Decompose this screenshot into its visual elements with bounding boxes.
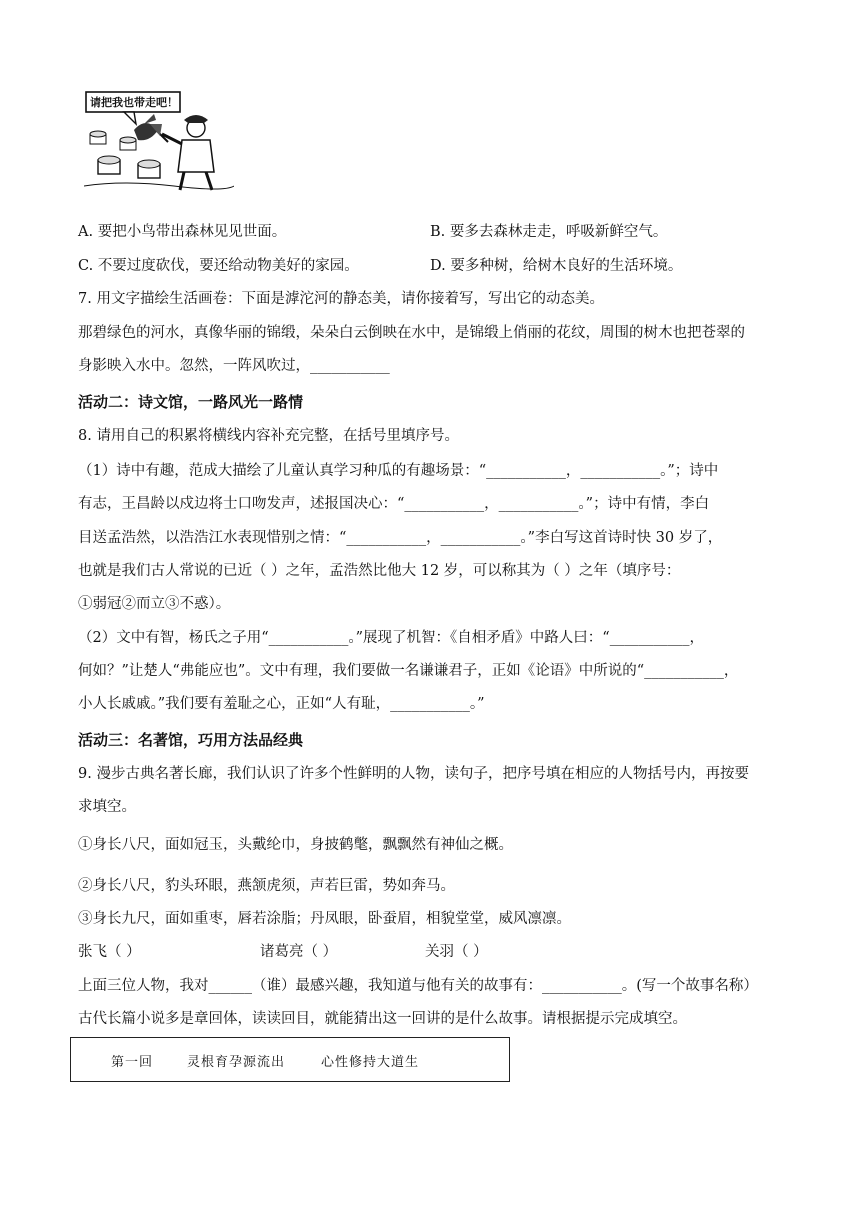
q9-sentence-3: ③身长九尺，面如重枣，唇若涂脂；丹凤眼，卧蚕眉，相貌堂堂，威风凛凛。 bbox=[78, 911, 571, 927]
option-b[interactable]: B. 要多去森林走走，呼吸新鲜空气。 bbox=[430, 224, 668, 240]
blank-zhugeliang[interactable]: 诸葛亮（ ） bbox=[260, 944, 338, 960]
activity2-heading: 活动二：诗文馆，一路风光一路情 bbox=[78, 393, 304, 411]
q8-part2-line2[interactable]: 何如？”让楚人“弗能应也”。文中有理，我们要做一名谦谦君子，正如《论语》中所说的“___________， bbox=[78, 663, 739, 679]
option-c[interactable]: C. 不要过度砍伐，要还给动物美好的家园。 bbox=[78, 258, 359, 274]
q7-stem: 7. 用文字描绘生活画卷：下面是滹沱河的静态美，请你接着写，写出它的动态美。 bbox=[78, 291, 604, 307]
q8-part1-line1[interactable]: （1）诗中有趣，范成大描绘了儿童认真学习种瓜的有趣场景：“___________，___________。”；诗中 bbox=[78, 463, 719, 479]
q8-part1-line5: ①弱冠②而立③不惑）。 bbox=[78, 596, 231, 612]
q9-stem-line2: 求填空。 bbox=[78, 799, 136, 815]
option-a[interactable]: A. 要把小鸟带出森林见见世面。 bbox=[78, 224, 287, 240]
blank-zhangfei[interactable]: 张飞（ ） bbox=[78, 944, 141, 960]
q7-text-line1: 那碧绿色的河水，真像华丽的锦缎，朵朵白云倒映在水中，是锦缎上俏丽的花纹，周围的树木也把苍翠的 bbox=[78, 325, 745, 341]
blank-guanyu[interactable]: 关羽（ ） bbox=[425, 944, 488, 960]
q8-part2-line1[interactable]: （2）文中有智，杨氏之子用“___________。”展现了机智：《自相矛盾》中路人曰：“___________， bbox=[78, 630, 704, 646]
option-d[interactable]: D. 要多种树，给树木良好的生活环境。 bbox=[430, 258, 683, 274]
q8-part1-line4[interactable]: 也就是我们古人常说的已近（ ）之年，孟浩然比他大 12 岁，可以称其为（ ）之年（填序号： bbox=[78, 563, 681, 579]
chapter-title-part-b: 心性修持大道生 bbox=[321, 1055, 420, 1070]
q9-interest-line[interactable]: 上面三位人物，我对______（谁）最感兴趣，我知道与他有关的故事有：___________。(写一个故事名称） bbox=[78, 978, 758, 994]
chapter-title-part-a: 灵根育孕源流出 bbox=[187, 1055, 286, 1070]
q8-part2-line3[interactable]: 小人长戚戚。”我们要有羞耻之心，正如“人有耻，___________。” bbox=[78, 696, 485, 712]
cartoon-speech-text: 请把我也带走吧！ bbox=[90, 96, 178, 109]
q9-chapter-intro: 古代长篇小说多是章回体，读读回目，就能猜出这一回讲的是什么故事。请根据提示完成填空。 bbox=[78, 1011, 687, 1027]
chapter-title-box bbox=[70, 1037, 510, 1082]
cartoon-illustration bbox=[84, 90, 234, 194]
q8-stem: 8. 请用自己的积累将横线内容补充完整，在括号里填序号。 bbox=[78, 428, 459, 444]
q9-sentence-2: ②身长八尺，豹头环眼，燕颔虎须，声若巨雷，势如奔马。 bbox=[78, 878, 455, 894]
q9-sentence-1: ①身长八尺，面如冠玉，头戴纶巾，身披鹤氅，飘飘然有神仙之概。 bbox=[78, 837, 513, 853]
q9-stem-line1: 9. 漫步古典名著长廊，我们认识了许多个性鲜明的人物，读句子，把序号填在相应的人物括号内，再按要 bbox=[78, 766, 749, 782]
q7-text-line2[interactable]: 身影映入水中。忽然，一阵风吹过，___________ bbox=[78, 358, 390, 374]
q8-part1-line2[interactable]: 有志，王昌龄以戍边将士口吻发声，述报国决心：“___________，___________。”；诗中有情，李白 bbox=[78, 496, 710, 512]
chapter-number: 第一回 bbox=[111, 1055, 154, 1070]
q8-part1-line3[interactable]: 目送孟浩然，以浩浩江水表现惜别之情：“___________，___________。”李白写这首诗时快 30 岁了， bbox=[78, 530, 723, 546]
activity3-heading: 活动三：名著馆，巧用方法品经典 bbox=[78, 731, 304, 749]
